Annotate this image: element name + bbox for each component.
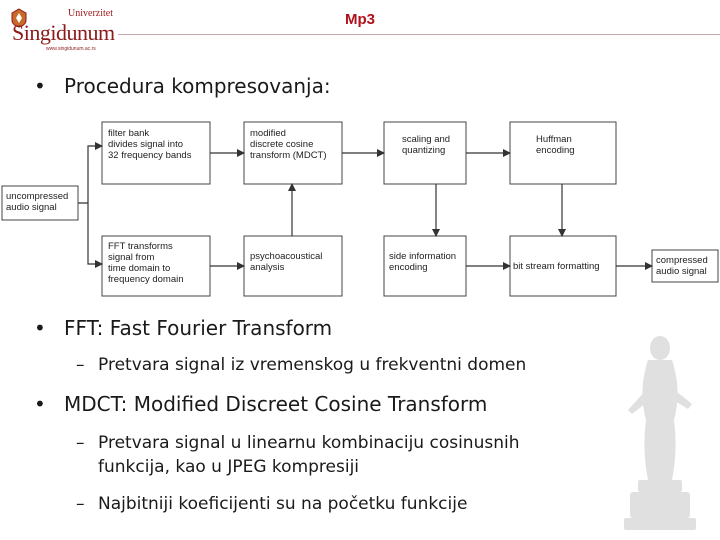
point-fft-detail: – Pretvara signal iz vremenskog u frekventni domen xyxy=(76,355,527,375)
logo-url-text: www.singidunum.ac.rs xyxy=(46,46,96,52)
input-split-line xyxy=(78,146,102,203)
statue-watermark-icon xyxy=(608,330,708,535)
intro-text: Procedura kompresovanja: xyxy=(64,74,331,98)
bullet-marker: • xyxy=(34,316,46,340)
dash-marker: – xyxy=(76,433,85,453)
mdct-label: modified discrete cosine transform (MDCT) xyxy=(250,128,327,161)
point-mdct: • MDCT: Modified Discreet Cosine Transform xyxy=(34,392,488,416)
logo-university-text: Univerzitet xyxy=(68,8,113,19)
psychoacoustic-label: psychoacoustical analysis xyxy=(250,251,323,273)
logo-name-text: Singidunum xyxy=(12,20,115,45)
intro-bullet xyxy=(34,74,331,98)
input-to-fft-line xyxy=(88,203,102,264)
dash-marker: – xyxy=(76,355,85,375)
huffman-label: Huffman encoding xyxy=(536,134,575,156)
fft-label: FFT transforms signal from time domain to frequency domain xyxy=(108,241,184,285)
side-info-label: side information encoding xyxy=(389,251,457,273)
filter-bank-label: filter bank divides signal into 32 frequency bands xyxy=(108,128,192,161)
dash-marker: – xyxy=(76,494,85,514)
bitstream-label: bit stream formatting xyxy=(513,261,600,272)
scaling-label: scaling and quantizing xyxy=(402,134,451,156)
point-fft: • FFT: Fast Fourier Transform xyxy=(34,316,333,340)
output-label: compressed audio signal xyxy=(656,255,708,277)
mp3-compression-diagram xyxy=(0,118,720,298)
bullet-marker: • xyxy=(34,392,46,416)
header-divider xyxy=(118,34,720,35)
point-mdct-detail: – Pretvara signal u linearnu kombinaciju cosinusnih funkcija, kao u JPEG kompresiji xyxy=(76,433,520,477)
input-label: uncompressed audio signal xyxy=(6,191,69,213)
slide-title: Mp3 xyxy=(345,11,375,28)
point-coefficients: – Najbitniji koeficijenti su na početku funkcije xyxy=(76,494,468,514)
bullet-marker: • xyxy=(34,74,46,98)
